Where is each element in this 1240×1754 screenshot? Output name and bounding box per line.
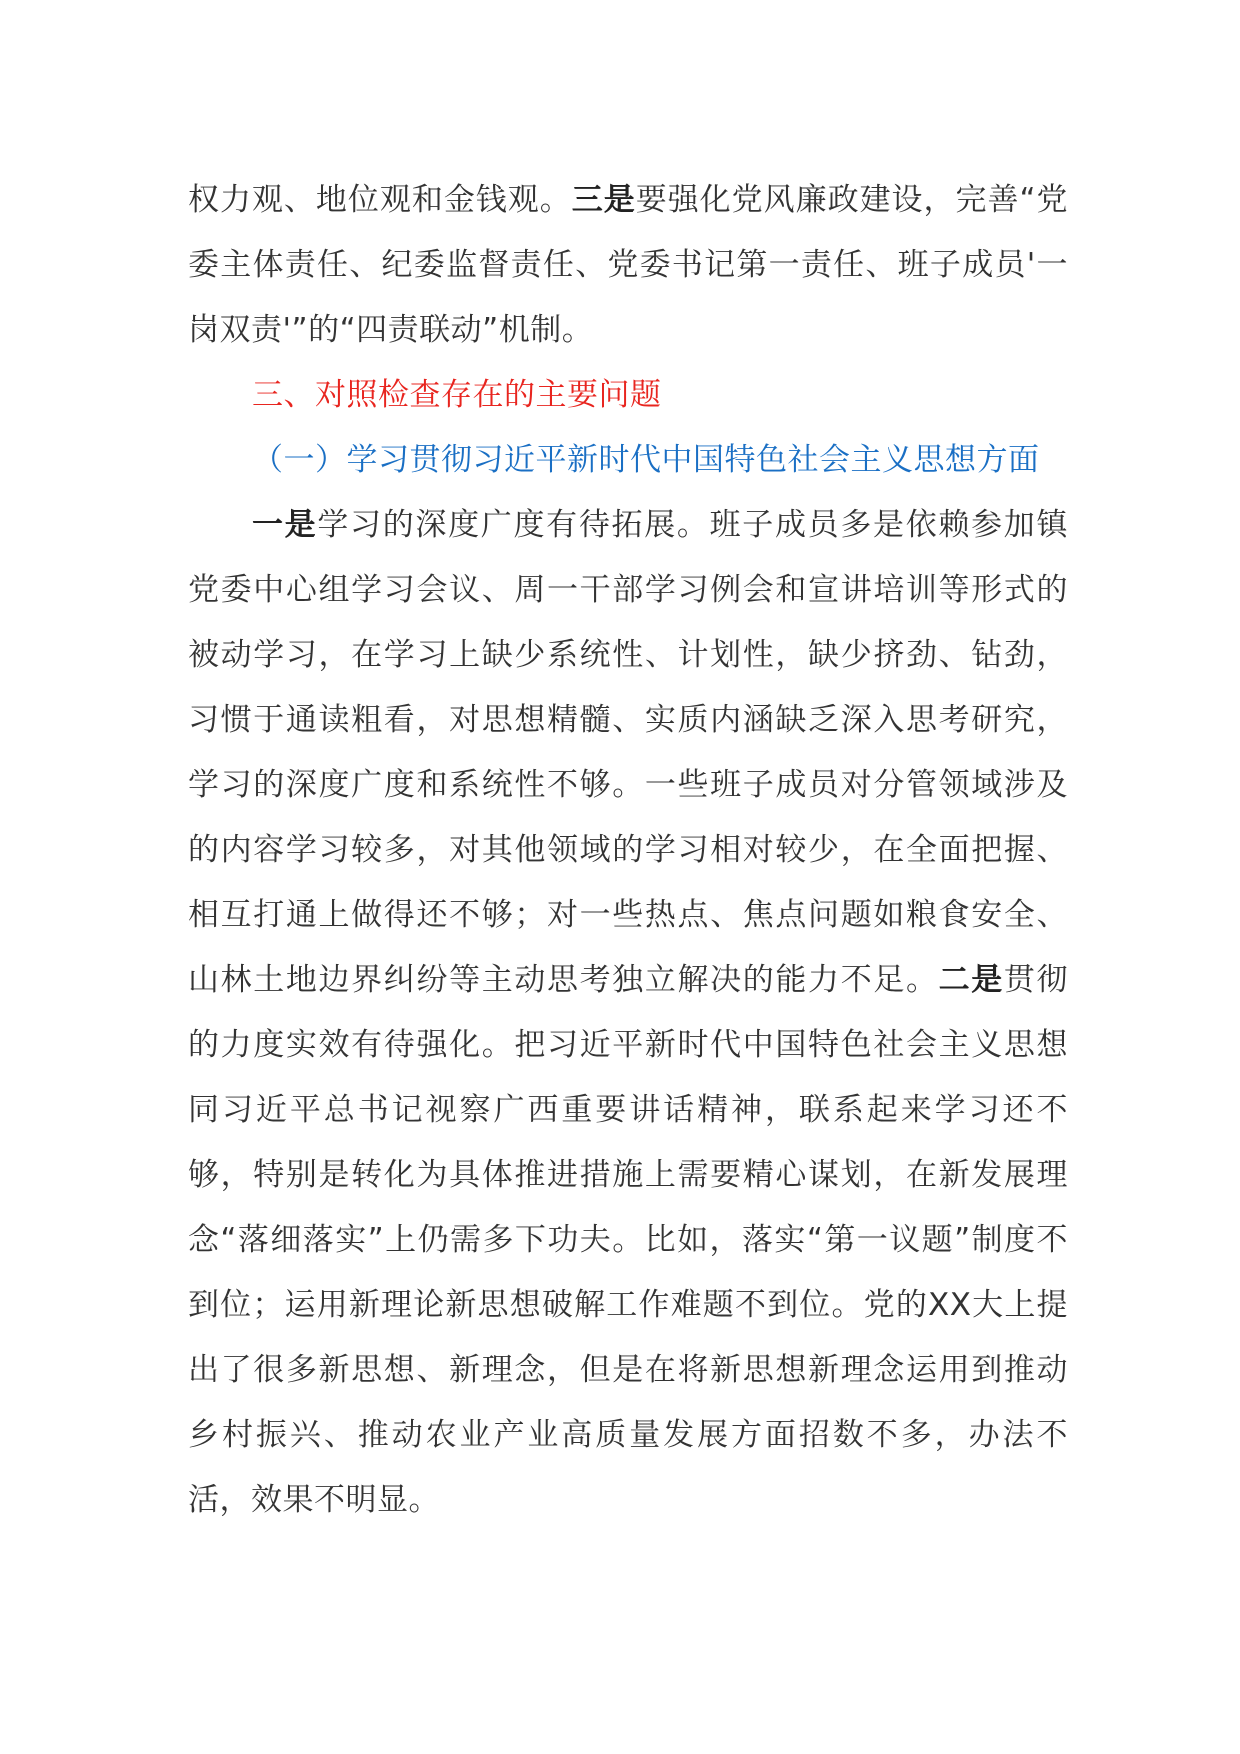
bold-lead: 一是 bbox=[252, 507, 318, 543]
paragraph-continuation bbox=[188, 168, 1068, 363]
bold-lead: 二是 bbox=[938, 962, 1004, 998]
document-page bbox=[188, 168, 1068, 1533]
subsection-heading: （一）学习贯彻习近平新时代中国特色社会主义思想方面 bbox=[252, 442, 1040, 478]
section-heading: 三、对照检查存在的主要问题 bbox=[252, 377, 662, 413]
paragraph-body bbox=[188, 493, 1068, 1533]
paragraph-text: 权力观、地位观和金钱观。 bbox=[188, 182, 572, 218]
paragraph-text: 要强化党风廉政建设，完善“党委主体责任、纪委监督责任、党委书记第一责任、班子成员'一岗双责'”的“四责联动”机制。 bbox=[188, 182, 1069, 348]
paragraph-text: 学习的深度广度有待拓展。班子成员多是依赖参加镇党委中心组学习会议、周一干部学习例会和宣讲培训等形式的被动学习，在学习上缺少系统性、计划性，缺少挤劲、钻劲，习惯于通读粗看，对思想精髓、实质内涵缺乏深入思考研究，学习的深度广度和系统性不够。一些班子成员对分管领域涉及的内容学习较多，对其他领域的学习相对较少，在全面把握、相互打通上做得还不够；对一些热点、焦点问题如粮食安全、山林土地边界纠纷等主动思考独立解决的能力不足。 bbox=[188, 507, 1068, 998]
bold-lead: 三是 bbox=[571, 182, 636, 218]
paragraph-text: 贯彻的力度实效有待强化。把习近平新时代中国特色社会主义思想同习近平总书记视察广西重要讲话精神，联系起来学习还不够，特别是转化为具体推进措施上需要精心谋划，在新发展理念“落细落实”上仍需多下功夫。比如，落实“第一议题”制度不到位；运用新理论新思想破解工作难题不到位。党的XX大上提出了很多新思想、新理念，但是在将新思想新理念运用到推动乡村振兴、推动农业产业高质量发展方面招数不多，办法不活，效果不明显。 bbox=[188, 962, 1069, 1518]
